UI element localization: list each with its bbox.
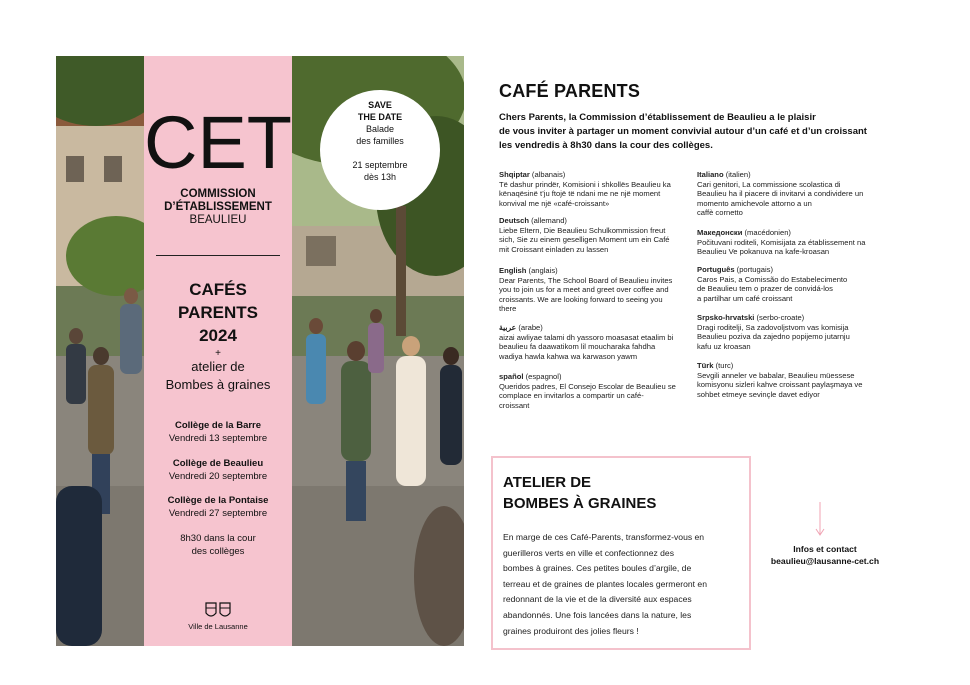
atelier-text-line: abandonnés. Une fois lancées dans la nature, les [503, 609, 692, 620]
atelier-text-line: bombes à graines. Ces petites boules d’argile, de [503, 563, 692, 574]
translation-line: Cari genitori, La commissione scolastica di [697, 179, 841, 189]
college-name: Collège de Beaulieu [172, 458, 264, 469]
time-place-line: 8h30 dans la cour [180, 533, 256, 544]
plus-sign: + [215, 348, 221, 359]
translation-line: sohbet etmeye sevinçle davet ediyor [697, 389, 820, 399]
translation-line: Sevgili anneler ve babalar, Beaulieu müessese [697, 370, 855, 380]
atelier-text-line: graines produiront des jolies fleurs ! [503, 625, 639, 636]
language-name: Shqiptar [499, 170, 530, 179]
atelier-text-line: terreau et de graines de plantes locales germeront en [503, 578, 707, 589]
translation-line: a partilhar um café croissant [697, 293, 793, 303]
language-block-spanish [499, 372, 689, 410]
cafe-parents-title: CAFÉ PARENTS [499, 81, 641, 101]
cet-logo [144, 96, 292, 180]
city-name: Ville de Lausanne [188, 622, 248, 631]
translation-line: Počituvani roditeli, Komisijata za établissement na [697, 237, 866, 247]
translation-line: kafu uz kroasan [697, 341, 751, 351]
atelier-description [503, 530, 745, 639]
language-name: Português [697, 265, 735, 274]
translation-line: mit Croissant einladen zu lassen [499, 244, 609, 254]
atelier-text-line: redonnant de la vie et de la diversité aux espaces [503, 594, 692, 605]
language-block-german [499, 216, 689, 254]
language-name: Türk [697, 361, 714, 370]
svg-text:CET: CET [144, 101, 292, 180]
translation-line: Dear Parents, The School Board of Beaulieu invites [499, 275, 673, 285]
translation-line: Queridos padres, El Consejo Escolar de Beaulieu se [499, 381, 676, 391]
language-name: English [499, 266, 527, 275]
translation-line: momento amichevole attorno a un [697, 198, 812, 208]
language-block-turkish [697, 361, 887, 399]
translation-line: croissant [499, 400, 530, 410]
translation-line: Beaulieu poziva da zajedno popijemo jutarnju [697, 332, 850, 341]
college-date: Vendredi 20 septembre [168, 471, 268, 482]
translation-line: Beaulieu Ve pokanuva na kafe-kroasan [697, 247, 830, 256]
translation-line: Caros Pais, a Comissão do Estabelecimento [697, 274, 848, 284]
language-block-macedonian [697, 228, 887, 257]
language-label: (italien) [723, 170, 751, 179]
save-date-line: SAVE [368, 100, 392, 110]
org-name-line: BEAULIEU [189, 214, 247, 226]
language-block-english [499, 266, 689, 314]
intro-paragraph [499, 111, 889, 153]
translation-line: Beaulieu ha il piacere di invitarvi a condividere un [697, 189, 864, 198]
college-name: Collège de la Pontaise [167, 495, 269, 506]
flyer-panel [56, 56, 464, 646]
language-name: Srpsko-hrvatski [697, 313, 755, 322]
lausanne-crest-icon [204, 601, 232, 621]
translation-line: konvival me një «café-croissant» [499, 198, 610, 208]
save-date-line: des familles [356, 136, 404, 146]
translation-line: croissants. We are looking forward to seeing you [499, 294, 663, 304]
save-date-line: THE DATE [357, 112, 403, 122]
language-block-serbo-croatian [697, 313, 887, 351]
language-label: (macédonien) [742, 228, 791, 237]
intro-line: Chers Parents, la Commission d’établissement de Beaulieu a le plaisir [499, 112, 816, 123]
translation-line: you to join us for a meet and greet over coffee and [499, 285, 669, 294]
atelier-box [491, 456, 751, 650]
time-place-line: des collèges [191, 546, 245, 557]
translation-line: complace en invitarlos a compartir un café- [499, 391, 644, 400]
arrow-down-icon [815, 502, 825, 536]
language-label: (portugais) [734, 265, 773, 274]
atelier-title-line: ATELIER DE [503, 474, 592, 491]
flyer-subtitle-line: atelier de [191, 359, 245, 374]
atelier-text-line: guerilleros verts en ville et confectionnez des [503, 547, 675, 558]
language-label: (allemand) [528, 216, 567, 225]
language-name: Deutsch [499, 216, 529, 225]
contact-label: Infos et contact [793, 544, 857, 554]
flyer-title-line: PARENTS [178, 303, 258, 322]
atelier-text-line: En marge de ces Café-Parents, transformez-vous en [503, 532, 705, 542]
translation-line: aizai awliyae talami dh yassoro moasasat etaalim bi [499, 332, 674, 342]
language-block-portuguese [697, 265, 887, 303]
pink-band [144, 56, 292, 646]
contact-info [762, 543, 888, 567]
translation-line: beaulieu fa daawatikom lil moucharaka fahdha [499, 342, 656, 351]
flyer-title-line: CAFÉS [189, 280, 247, 299]
language-block-albanian [499, 170, 689, 208]
intro-line: de vous inviter à partager un moment convivial autour d’un café et d’un croissant [499, 126, 867, 137]
language-label: (serbo-croate) [754, 313, 805, 322]
translation-line: Dragi roditelji, Sa zadovoljstvom vas komisija [697, 322, 849, 332]
contact-email[interactable]: beaulieu@lausanne-cet.ch [770, 556, 880, 566]
atelier-title-line: BOMBES À GRAINES [503, 495, 657, 512]
save-date-line: 21 septembre [352, 160, 408, 170]
language-label: (arabe) [516, 323, 543, 332]
translation-line: Liebe Eltern, Die Beaulieu Schulkommission freut [499, 225, 666, 235]
language-block-arabic [499, 323, 689, 361]
language-name: Македонски [697, 228, 743, 237]
save-the-date-circle [320, 90, 440, 210]
save-date-line: dès 13h [363, 172, 397, 182]
college-date: Vendredi 13 septembre [168, 433, 268, 444]
language-label: (anglais) [526, 266, 558, 275]
flyer-subtitle-line: Bombes à graines [165, 377, 271, 392]
language-block-italian [697, 170, 887, 218]
org-name-line: COMMISSION [180, 188, 256, 200]
translation-line: wadiya hawla kahwa wa karwason yawm [499, 351, 638, 361]
college-date: Vendredi 27 septembre [168, 508, 268, 519]
translation-line: Të dashur prindër, Komisioni i shkollës Beaulieu ka [499, 179, 671, 189]
translation-line: sich, Sie zu einem geselligen Moment um ein Café [499, 235, 670, 244]
divider [156, 255, 280, 256]
translation-line: kënaqësinë t’ju ftojë të ndani me ne një moment [499, 189, 661, 198]
language-label: (turc) [713, 361, 734, 370]
save-date-line: Balade [365, 124, 395, 134]
intro-line: les vendredis à 8h30 dans la cour des collèges. [499, 140, 713, 151]
flyer-title-line: 2024 [199, 326, 237, 345]
translation-line: komisyonu sizleri kahve croissant paylaşmaya ve [697, 380, 863, 389]
language-name: عربية [499, 323, 517, 332]
translation-line: there [499, 304, 517, 313]
language-name: spañol [499, 372, 524, 381]
translation-line: caffè cornetto [697, 208, 743, 217]
language-label: (albanais) [529, 170, 566, 179]
language-name: Italiano [697, 170, 724, 179]
college-name: Collège de la Barre [174, 420, 262, 431]
language-label: (espagnol) [523, 372, 562, 381]
translation-line: de Beaulieu tem o prazer de convidá-los [697, 284, 833, 293]
org-name-line: D’ÉTABLISSEMENT [164, 201, 272, 213]
